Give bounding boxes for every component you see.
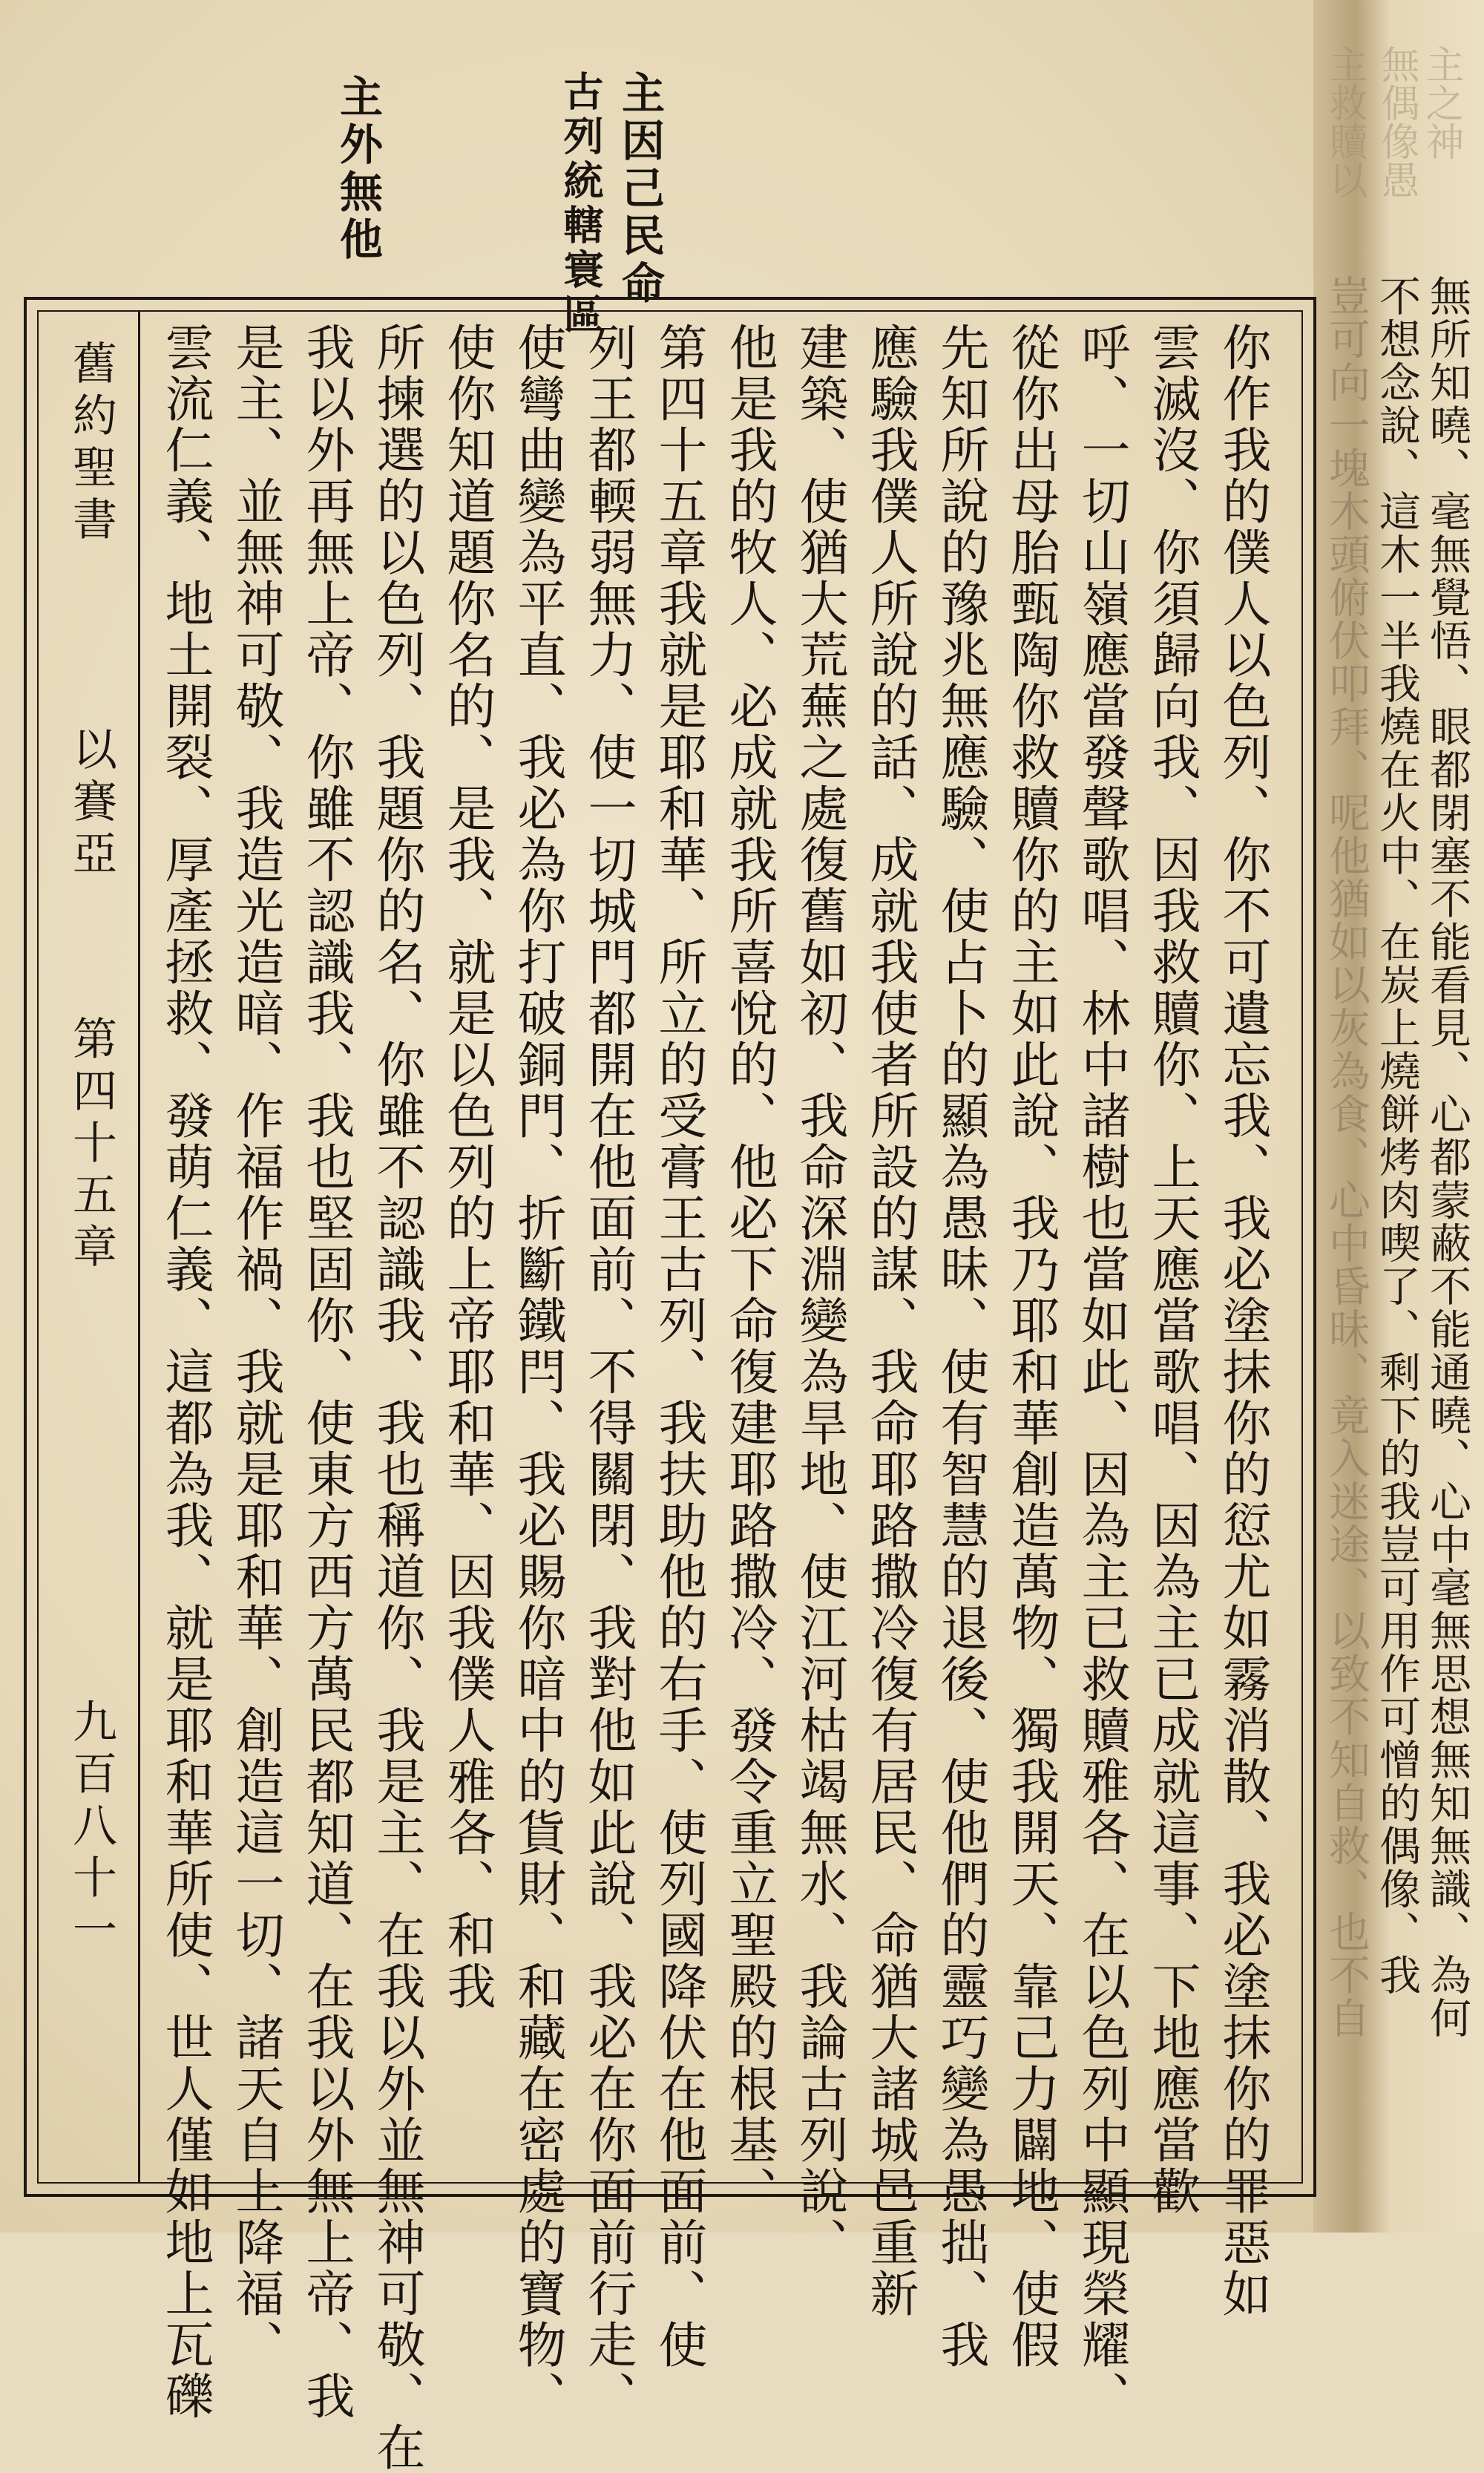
page-number: 九百八十一: [65, 1698, 117, 1958]
side-note: 主外無他: [332, 74, 383, 264]
chapter-label: 第四十五章: [65, 1015, 117, 1275]
right-page-line: 不想念說、這木一半我燒在火中、在炭上燒餅烤肉喫了、剩下的我豈可用作可憎的偶像、我: [1373, 275, 1421, 1997]
book-name: 以賽亞: [65, 726, 117, 882]
right-page-line: 無所知曉、毫無覺悟、眼都閉塞不能看見、心都蒙蔽不能通曉、心中毫無思想無知無識、為何: [1423, 275, 1471, 2040]
side-note: 主因己民命: [614, 71, 665, 308]
faded-heading: 無偶像愚: [1374, 45, 1419, 199]
side-note: 古列統轄寰區: [557, 71, 605, 338]
text-line: 呼、一切山嶺應當發聲歌唱、林中諸樹也當如此、因為主已救贖雅各、在以色列中顯現榮耀、: [1073, 322, 1130, 2422]
text-line: 使你知道題你名的、是我、就是以色列的上帝耶和華、因我僕人雅各、和我: [439, 322, 496, 2012]
right-page-text: [1322, 245, 1484, 2227]
text-line: 從你出母胎甄陶你救贖你的主如此說、我乃耶和華創造萬物、獨我開天、靠己力闢地、使假: [1002, 322, 1060, 2371]
text-line: 雲滅沒、你須歸向我、因我救贖你、上天應當歌唱、因為主已成就這事、下地應當歡: [1143, 322, 1201, 2217]
text-line: 所揀選的以色列、我題你的名、你雖不認識我、我也稱道你、我是主、在我以外並無神可敬、在: [368, 322, 425, 2473]
text-line: 建築、使猶大荒蕪之處復舊如初、我命深淵變為旱地、使江河枯竭無水、我論古列說、: [791, 322, 848, 2268]
text-line: 他是我的牧人、必成就我所喜悅的、他必下命復建耶路撒冷、發令重立聖殿的根基、: [720, 322, 778, 2217]
text-line: 雲流仁義、地土開裂、厚產拯救、發萌仁義、這都為我、就是耶和華所使、世人僅如地上瓦礫: [157, 322, 214, 2422]
text-line: 我以外再無上帝、你雖不認識我、我也堅固你、使東方西方萬民都知道、在我以外無上帝、我: [298, 322, 355, 2422]
text-line: 你作我的僕人以色列、你不可遺忘我、我必塗抹你的愆尤如霧消散、我必塗抹你的罪惡如: [1214, 322, 1271, 2319]
running-header: [37, 310, 140, 2184]
text-line: 先知所說的豫兆無應驗、使占卜的顯為愚昧、使有智慧的退後、使他們的靈巧變為愚拙、我: [932, 322, 989, 2371]
faded-heading: 主救贖以: [1322, 45, 1367, 199]
right-page-line: 豈可向一塊木頭俯伏叩拜、呢他猶如以灰為食、心中昏昧、竟入迷途、以致不知自救、也不自: [1322, 275, 1370, 2040]
faded-heading: 主之神: [1419, 45, 1463, 160]
text-line: 應驗我僕人所說的話、成就我使者所設的謀、我命耶路撒冷復有居民、命猶大諸城邑重新: [861, 322, 919, 2319]
text-line: 列王都輭弱無力、使一切城門都開在他面前、不得關閉、我對他如此說、我必在你面前行走、: [580, 322, 637, 2422]
text-line: 是主、並無神可敬、我造光造暗、作福作禍、我就是耶和華、創造這一切、諸天自上降福、: [227, 322, 284, 2371]
text-line: 使彎曲變為平直、我必為你打破銅門、折斷鐵閂、我必賜你暗中的貨財、和藏在密處的寶物、: [509, 322, 566, 2422]
text-line: 第四十五章我就是耶和華、所立的受膏王古列、我扶助他的右手、使列國降伏在他面前、使: [650, 322, 707, 2371]
text-frame: [24, 297, 1316, 2473]
book-title: 舊約聖書: [65, 340, 117, 548]
